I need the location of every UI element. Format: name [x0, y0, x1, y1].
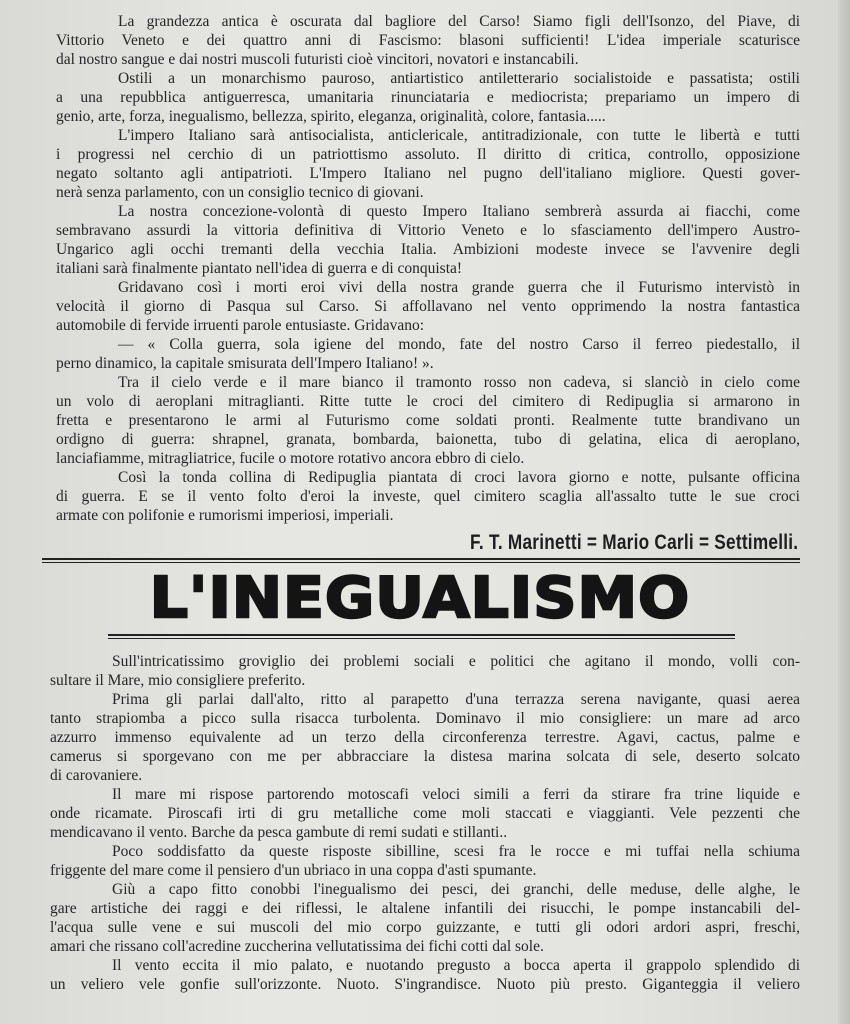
text-line: camerus si sporgevano con me per abbracciare la distesa marina solcata di sele, deserto solcato [50, 748, 800, 765]
text-line: amari che rissano coll'acredine zuccherina vellutatissima dei fichi cotti dal sole. [50, 938, 544, 955]
text-line: perno dinamico, la capitale smisurata dell'Impero Italiano! ». [56, 355, 434, 372]
paragraph [50, 880, 800, 956]
text-line: L'impero Italiano sarà antisocialista, anticlericale, antitradizionale, con tutte le libertà e tutti [118, 127, 800, 144]
paragraph [56, 278, 800, 335]
text-line: genio, arte, forza, inegualismo, bellezza, spirito, eleganza, originalità, colore, fantasia..... [56, 108, 606, 125]
text-line: Giù a capo fitto conobbi l'inegualismo dei pesci, dei granchi, delle meduse, delle alghe, le [112, 881, 800, 898]
text-line: negato soltanto agli antipatrioti. L'Impero Italiano nel pugno dell'italiano migliore. Questi gover- [56, 165, 800, 182]
text-line: Poco soddisfatto da queste risposte sibilline, scesi fra le rocce e mi tuffai nella schiuma [112, 843, 800, 860]
text-line: velocità il giorno di Pasqua sul Carso. Si affollavano nel vento opprimendo la nostra fantastica [56, 298, 800, 315]
text-line: Sull'intricatissimo groviglio dei problemi sociali e politici che agitano il mondo, volli con- [112, 653, 800, 670]
text-line: i progressi nel cerchio di un patriottismo assoluto. Il diritto di critica, controllo, opposizione [56, 146, 800, 163]
text-line: nerà senza parlamento, con un consiglio tecnico di giovani. [56, 184, 424, 201]
text-line: un veliero vele gonfie sull'orizzonte. Nuoto. S'ingrandisce. Nuoto più presto. Giganteggia il veliero [50, 976, 800, 993]
text-line: a una repubblica antiguerresca, umanitaria rinunciataria e mediocrista; prepariamo un impero di [56, 89, 800, 106]
text-line: italiani sarà finalmente piantato nell'idea di guerra e di conquista! [56, 260, 463, 277]
paragraph [50, 652, 800, 690]
page-edge [838, 0, 850, 1024]
text-line: azzurro immenso equivalente ad un terzo della circonferenza terrestre. Agavi, cactus, palme e [50, 729, 800, 746]
text-line: di guerra. E se il vento folto d'eroi la investe, quel cimitero scaglia all'assalto tutte le sue croci [56, 488, 800, 505]
manifesto-text-section [56, 12, 800, 525]
paragraph [56, 373, 800, 468]
section-divider-rule [42, 558, 800, 563]
article-title: L'INEGUALISMO [149, 566, 691, 631]
text-line: onde ricamate. Piroscafi irti di gru metalliche come moli staccati e viaggianti. Vele pezzenti che [50, 805, 800, 822]
text-line: lanciafiamme, mitragliatrice, fucile o motore rotativo ancora ebbro di cielo. [56, 450, 525, 467]
paragraph [56, 12, 800, 69]
text-line: mendicavano il vento. Barche da pesca gambute di remi sudati e stillanti.. [50, 824, 508, 841]
text-line: sultare il Mare, mio consigliere preferito. [50, 672, 306, 689]
text-line: sembravano assurdi la vittoria definitiva di Vittorio Veneto e lo sfasciamento dell'impero Austro- [56, 222, 800, 239]
text-line: Tra il cielo verde e il mare bianco il tramonto rosso non cadeva, si slanciò in cielo come [118, 374, 800, 391]
text-line: Prima gli parlai dall'alto, ritto al parapetto d'una terrazza serena navigante, quasi aerea [112, 691, 800, 708]
paragraph [56, 335, 800, 373]
author-signature: F. T. Marinetti = Mario Carli = Settimelli. [469, 531, 798, 554]
paragraph [50, 956, 800, 994]
text-line: l'acqua sulle vene e sui muscoli del mio corpo guizzante, e tutti gli odori ardori aspri, freschi, [50, 919, 800, 936]
paragraph [56, 202, 800, 278]
paragraph [56, 468, 800, 525]
text-line: armate con polifonie e rumorismi imperiosi, imperiali. [56, 507, 394, 524]
text-line: Ungarico agli occhi tremanti della vecchia Italia. Ambizioni modeste invece se l'avvenire degli [56, 241, 800, 258]
text-line: Così la tonda collina di Redipuglia piantata di croci lavora giorno e notte, pulsante officina [118, 469, 800, 486]
article-body [50, 652, 800, 994]
text-line: fretta e presentarono le armi al Futurismo come soldati pronti. Realmente tutte brandivano un [56, 412, 800, 429]
text-line: — « Colla guerra, sola igiene del mondo, fate del nostro Carso il ferreo piedestallo, il [118, 336, 800, 353]
text-line: Il vento eccita il mio palato, e nuotando pregusto a bocca aperta il grappolo splendido di [112, 957, 800, 974]
text-line: La nostra concezione-volontà di questo Impero Italiano sembrerà assurda ai fiacchi, come [118, 203, 800, 220]
text-line: gare artistiche dei raggi e dei riflessi, le altalene infantili dei risucchi, le pompe instancabili del- [50, 900, 800, 917]
text-line: tanto strapiomba a picco sulla risacca turbolenta. Dominavo il mio consigliere: un mare ad arco [50, 710, 800, 727]
text-line: un volo di aeroplani mitraglianti. Ritte tutte le croci del cimitero di Redipuglia si armarono in [56, 393, 800, 410]
text-line: La grandezza antica è oscurata dal bagliore del Carso! Siamo figli dell'Isonzo, del Piave, di [118, 13, 800, 30]
text-line: di carovaniere. [50, 767, 143, 784]
paragraph [50, 785, 800, 842]
paragraph [56, 126, 800, 202]
text-line: friggente del mare come il pensiero d'un ubriaco in una coppa d'asti spumante. [50, 862, 537, 879]
text-line: automobile di fervide irruenti parole entusiaste. Gridavano: [56, 317, 425, 334]
paragraph [50, 842, 800, 880]
text-line: ordigno di guerra: shrapnel, granata, bombarda, baionetta, tubo di gelatina, elica di aeroplano, [56, 431, 800, 448]
paragraph [50, 690, 800, 785]
text-line: Il mare mi rispose partorendo motoscafi veloci simili a ferri da stirare fra trine liquide e [112, 786, 800, 803]
text-line: Ostili a un monarchismo pauroso, antiartistico antiletterario socialistoide e passatista; ostili [118, 70, 800, 87]
text-line: Vittorio Veneto e dei quattro anni di Fascismo: blasoni sufficienti! L'idea imperiale scaturisce [56, 32, 800, 49]
paragraph [56, 69, 800, 126]
text-line: dal nostro sangue e dai nostri muscoli futuristi cioè vincitori, novatori e instancabili. [56, 51, 579, 68]
title-underline-rule [108, 634, 735, 639]
text-line: Gridavano così i morti eroi vivi della nostra grande guerra che il Futurismo intervistò in [118, 279, 800, 296]
